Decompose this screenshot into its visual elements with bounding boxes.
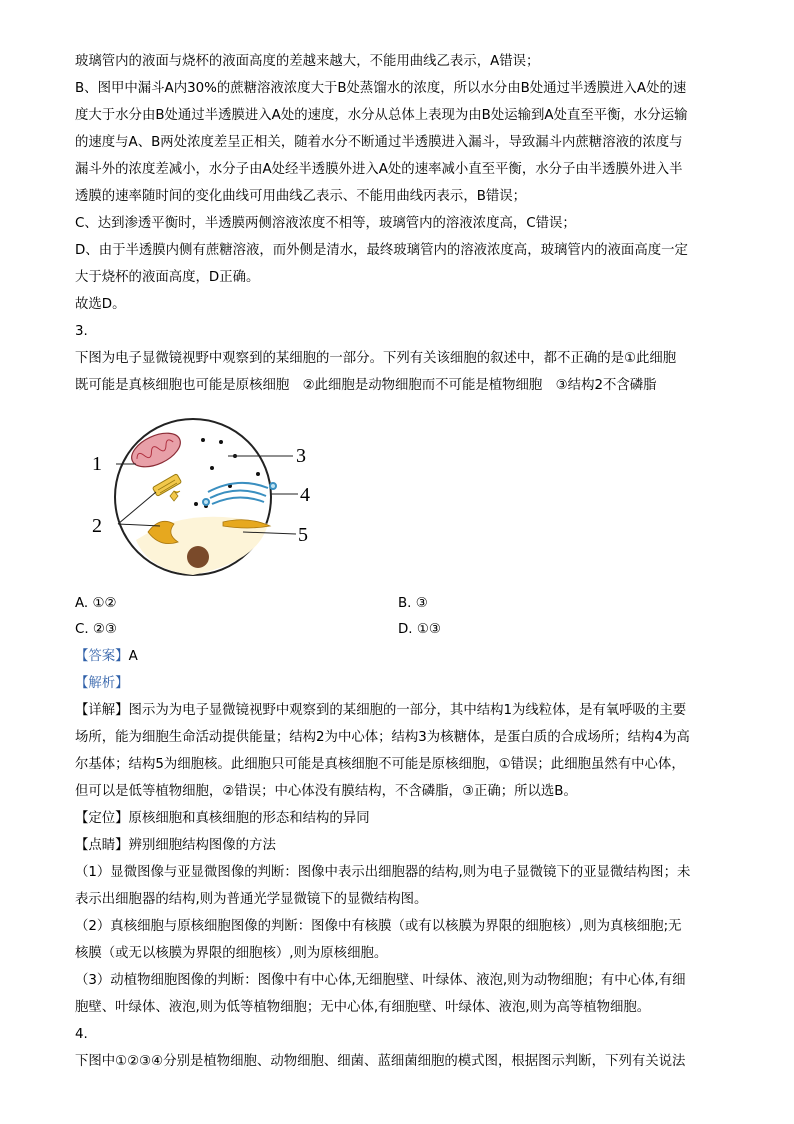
tips-line: 【点睛】辨别细胞结构图像的方法 xyxy=(75,838,276,853)
tips-line: （1）显微图像与亚显微图像的判断：图像中表示出细胞器的结构,则为电子显微镜下的亚显微结构图；未 xyxy=(75,865,691,880)
answer-value: A xyxy=(128,649,138,664)
question-number: 3. xyxy=(75,324,88,339)
text-line: 漏斗外的浓度差减小，水分子由A处经半透膜外进入A处的速率减小直至平衡，水分子由半透膜外进入半 xyxy=(75,162,683,177)
option-c: C. ②③ xyxy=(75,622,117,637)
question-stem: 下图为电子显微镜视野中观察到的某细胞的一部分。下列有关该细胞的叙述中，都不正确的是①此细胞 xyxy=(75,351,677,366)
option-b: B. ③ xyxy=(398,596,428,611)
question-stem: 下图中①②③④分别是植物细胞、动物细胞、细菌、蓝细菌细胞的模式图，根据图示判断，下列有关说法 xyxy=(75,1054,686,1069)
option-a: A. ①② xyxy=(75,596,117,611)
detail-line: 尔基体；结构5为细胞核。此细胞只可能是真核细胞不可能是原核细胞，①错误；此细胞虽然有中心体， xyxy=(75,757,685,772)
detail-line: 【详解】图示为为电子显微镜视野中观察到的某细胞的一部分，其中结构1为线粒体，是有氧呼吸的主要 xyxy=(75,703,687,718)
label-1: 1 xyxy=(92,453,102,475)
text-line: 透膜的速率随时间的变化曲线可用曲线乙表示、不能用曲线丙表示，B错误； xyxy=(75,189,527,204)
positioning-line: 【定位】原核细胞和真核细胞的形态和结构的异同 xyxy=(75,811,370,826)
detail-line: 但可以是低等植物细胞，②错误；中心体没有膜结构，不含磷脂，③正确；所以选B。 xyxy=(75,784,577,799)
label-3: 3 xyxy=(296,445,306,467)
answer-tag: 【答案】 xyxy=(75,649,129,664)
text-line: C、达到渗透平衡时，半透膜两侧溶液浓度不相等，玻璃管内的溶液浓度高，C错误； xyxy=(75,216,576,231)
text-line: 的速度与A、B两处浓度差呈正相关，随着水分不断通过半透膜进入漏斗，导致漏斗内蔗糖溶液的浓度与 xyxy=(75,135,683,150)
question-stem: 既可能是真核细胞也可能是原核细胞 ②此细胞是动物细胞而不可能是植物细胞 ③结构2不含磷脂 xyxy=(75,378,657,393)
question-number: 4. xyxy=(75,1027,88,1042)
tips-line: 表示出细胞器的结构,则为普通光学显微镜下的显微结构图。 xyxy=(75,892,428,907)
label-4: 4 xyxy=(300,484,310,506)
text-line: 故选D。 xyxy=(75,297,126,312)
text-line: 度大于水分由B处通过半透膜进入A处的速度，水分从总体上表现为由B处运输到A处直至平衡，水分运输 xyxy=(75,108,688,123)
answer-line xyxy=(75,647,138,667)
detail-line: 场所，能为细胞生命活动提供能量；结构2为中心体；结构3为核糖体，是蛋白质的合成场所；结构4为高 xyxy=(75,730,690,745)
label-2: 2 xyxy=(92,515,102,537)
nucleolus xyxy=(187,546,209,568)
analysis-tag: 【解析】 xyxy=(75,676,129,691)
cell-diagram xyxy=(78,412,328,587)
tips-line: 胞壁、叶绿体、液泡,则为低等植物细胞；无中心体,有细胞壁、叶绿体、液泡,则为高等植物细胞。 xyxy=(75,1000,651,1015)
option-d: D. ①③ xyxy=(398,622,441,637)
tips-line: （2）真核细胞与原核细胞图像的判断：图像中有核膜（或有以核膜为界限的细胞核）,则为真核细胞;无 xyxy=(75,919,682,934)
tips-line: 核膜（或无以核膜为界限的细胞核）,则为原核细胞。 xyxy=(75,946,388,961)
text-line: 大于烧杯的液面高度，D正确。 xyxy=(75,270,260,285)
text-line: B、图甲中漏斗A内30%的蔗糖溶液浓度大于B处蒸馏水的浓度，所以水分由B处通过半透膜进入A处的速 xyxy=(75,81,687,96)
text-line: D、由于半透膜内侧有蔗糖溶液，而外侧是清水，最终玻璃管内的溶液浓度高，玻璃管内的液面高度一定 xyxy=(75,243,688,258)
text-line: 玻璃管内的液面与烧杯的液面高度的差越来越大，不能用曲线乙表示，A错误； xyxy=(75,54,540,69)
tips-line: （3）动植物细胞图像的判断：图像中有中心体,无细胞壁、叶绿体、液泡,则为动物细胞；有中心体,有细 xyxy=(75,973,686,988)
label-5: 5 xyxy=(298,524,308,546)
